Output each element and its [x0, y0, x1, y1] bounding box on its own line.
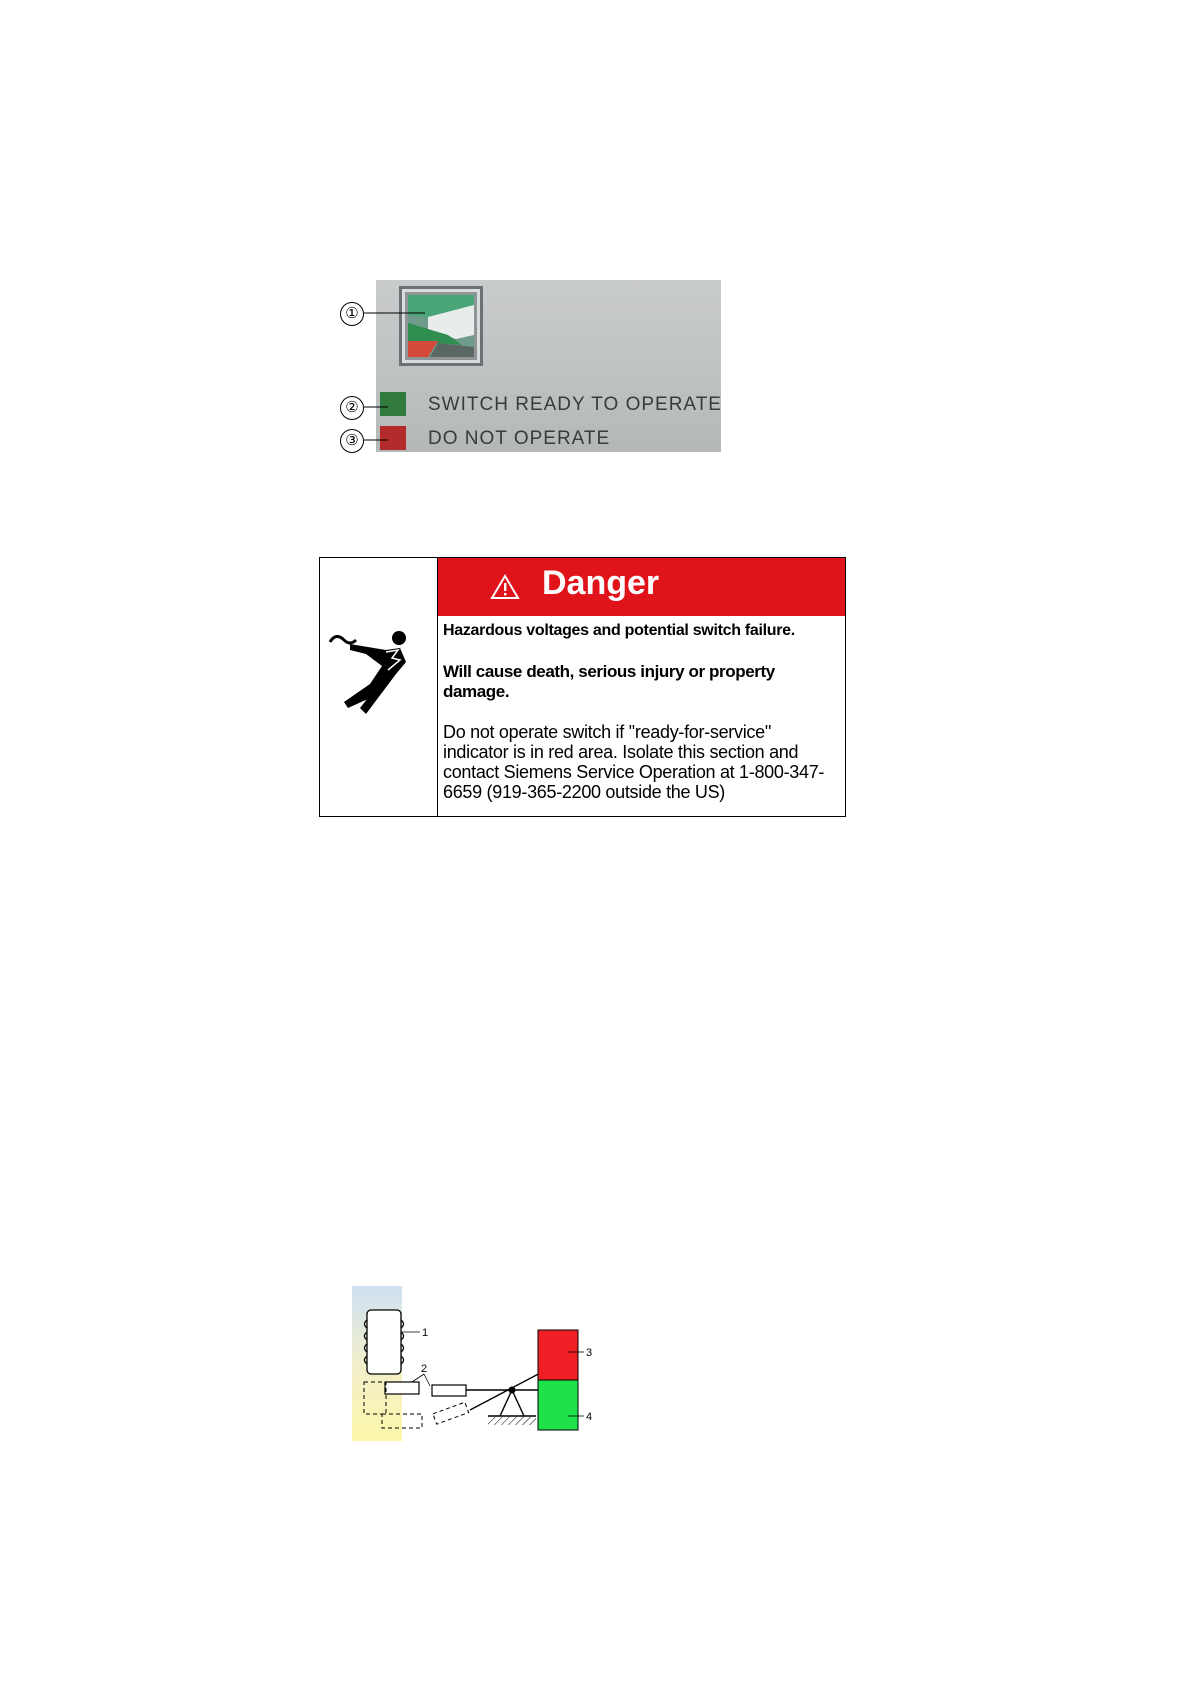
red-zone	[538, 1330, 578, 1380]
schematic-callout-1: 1	[422, 1327, 429, 1339]
instruction-text: Do not operate switch if ''ready-for-service'' indicator is in red area. Isolate this section and contact Siemens Service Operation at 1-800-347-6659 (919-365-2200 outside the US)	[443, 722, 825, 802]
vacuum-bellows	[365, 1310, 404, 1374]
consequence-text: Will cause death, serious injury or property damage.	[443, 662, 775, 701]
electric-shock-icon	[326, 622, 431, 722]
electric-shock-cell	[320, 558, 438, 816]
schematic-callout-3: 3	[586, 1347, 593, 1359]
indicator-photo-figure	[330, 280, 730, 460]
green-zone	[538, 1380, 578, 1430]
schematic-callout-2: 2	[421, 1363, 428, 1375]
warning-triangle-icon	[490, 574, 520, 600]
danger-body	[443, 622, 841, 802]
callout-2: ②	[340, 396, 364, 420]
callout-1: ①	[340, 302, 364, 326]
hazard-text: Hazardous voltages and potential switch failure.	[443, 622, 795, 639]
do-not-operate-label: DO NOT OPERATE	[428, 428, 611, 449]
contact-rod	[385, 1382, 419, 1394]
danger-header	[438, 558, 845, 616]
callout-lines	[330, 280, 730, 460]
danger-title: Danger	[542, 564, 660, 602]
schematic-callout-4: 4	[586, 1411, 593, 1423]
danger-label	[319, 557, 846, 817]
switch-ready-label: SWITCH READY TO OPERATE	[428, 394, 722, 415]
callout-3: ③	[340, 429, 364, 453]
indicator-schematic	[350, 1286, 650, 1456]
fulcrum	[500, 1390, 524, 1416]
indicator-linkage	[432, 1385, 466, 1396]
